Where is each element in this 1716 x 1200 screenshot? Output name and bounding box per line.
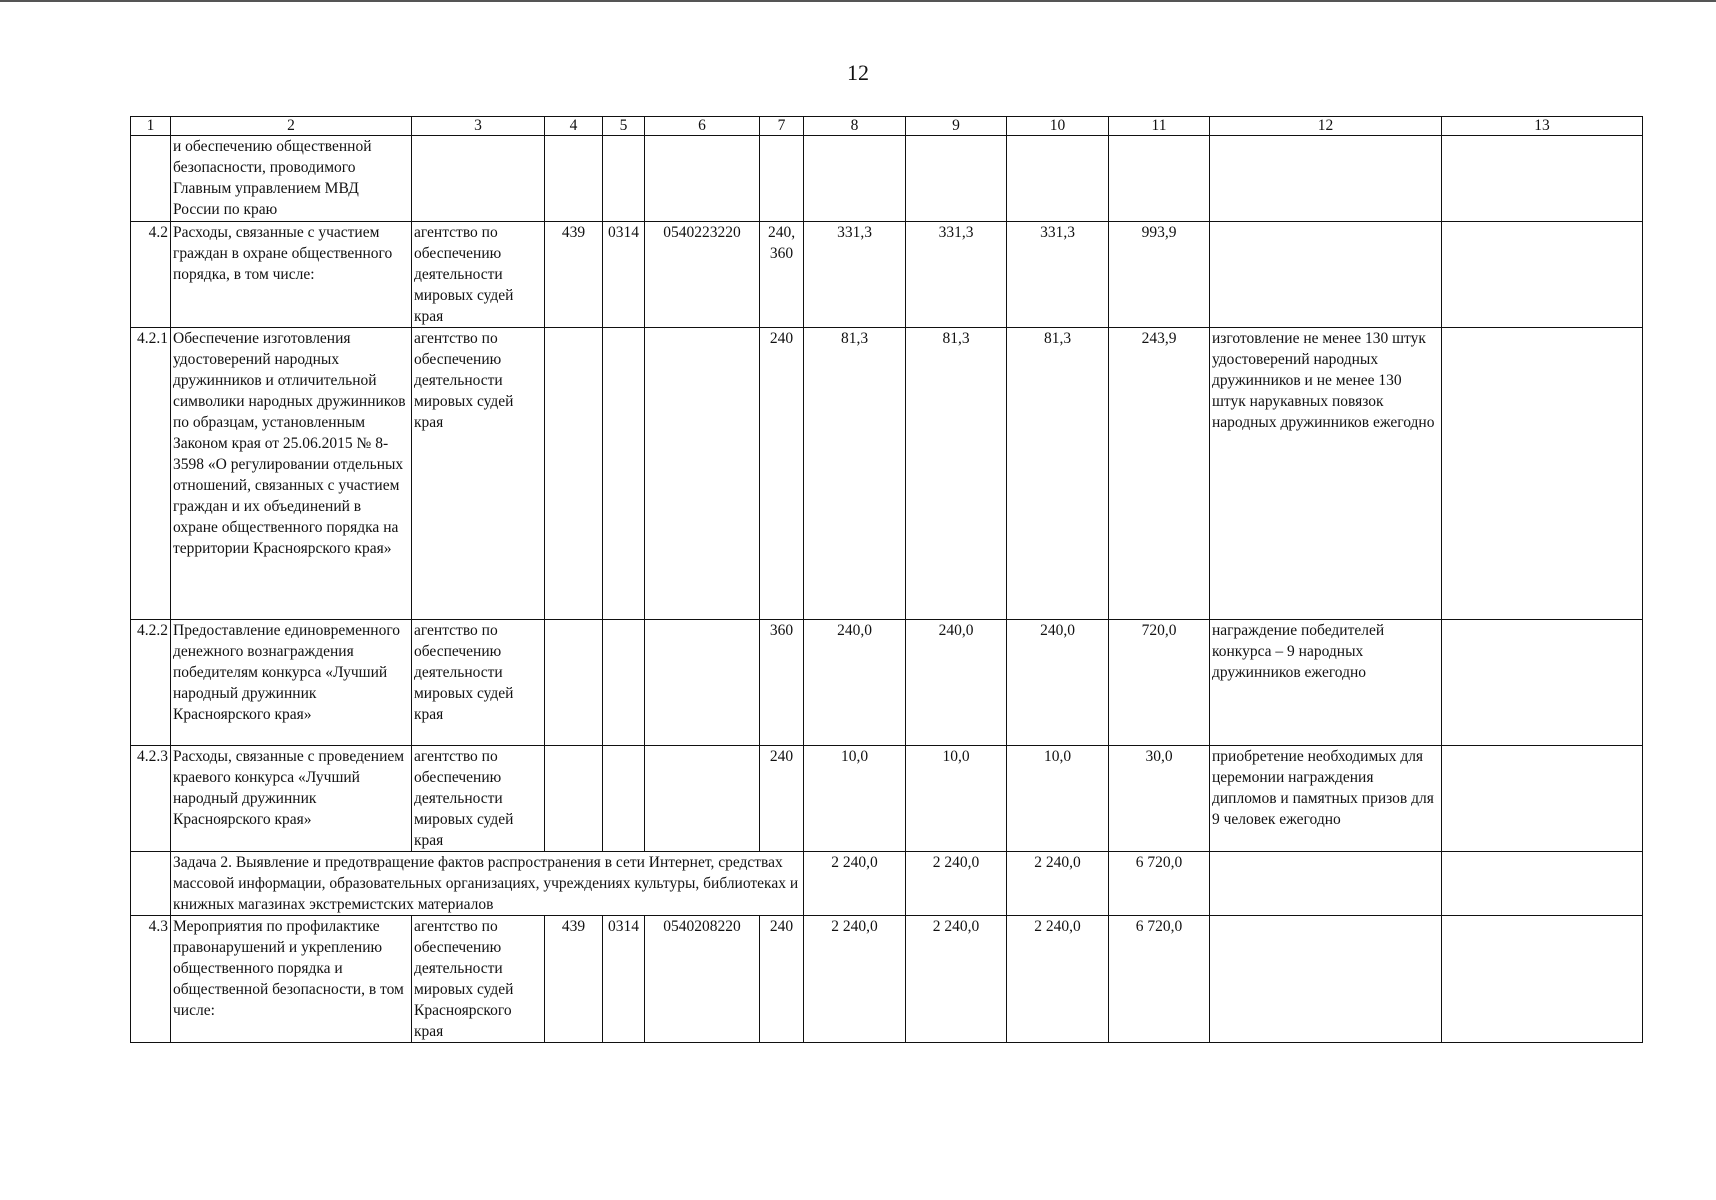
amount-year-1 [804,136,906,222]
code-gr [545,136,603,222]
header-cell: 2 [171,117,412,136]
amount-total: 30,0 [1109,746,1210,852]
amount-year-1: 2 240,0 [804,852,906,916]
amount-year-3: 10,0 [1007,746,1109,852]
amount-year-2: 2 240,0 [906,916,1007,1043]
amount-year-3: 2 240,0 [1007,852,1109,916]
responsible-agency: агентство по обеспечению деятельности мировых судей края [412,222,545,328]
amount-total: 243,9 [1109,328,1210,620]
table-row [131,328,1643,620]
header-cell: 1 [131,117,171,136]
extra-column [1442,916,1643,1043]
expected-result [1210,852,1442,916]
item-description: Предоставление единовременного денежного вознаграждения победителям конкурса «Лучший народный дружинник Красноярского края» [171,620,412,746]
code-expense-type: 240 [760,916,804,1043]
code-gr: 439 [545,222,603,328]
code-section [603,328,645,620]
amount-year-3 [1007,136,1109,222]
amount-year-2: 81,3 [906,328,1007,620]
header-cell: 12 [1210,117,1442,136]
amount-year-1: 81,3 [804,328,906,620]
code-gr [545,328,603,620]
code-expense-type: 240, 360 [760,222,804,328]
code-expense-type: 240 [760,746,804,852]
expected-result: приобретение необходимых для церемонии награждения дипломов и памятных призов для 9 человек ежегодно [1210,746,1442,852]
extra-column [1442,620,1643,746]
task-title: Задача 2. Выявление и предотвращение фактов распространения в сети Интернет, средствах массовой информации, образовательных организациях, учреждениях культуры, библиотеках и книжных магазинах экстремистских материалов [171,852,804,916]
code-target [645,136,760,222]
table-row [131,222,1643,328]
responsible-agency: агентство по обеспечению деятельности мировых судей края [412,328,545,620]
amount-year-2: 2 240,0 [906,852,1007,916]
amount-total: 993,9 [1109,222,1210,328]
amount-year-2 [906,136,1007,222]
item-description: Мероприятия по профилактике правонарушений и укреплению общественного порядка и общественной безопасности, в том числе: [171,916,412,1043]
header-cell: 13 [1442,117,1643,136]
responsible-agency: агентство по обеспечению деятельности мировых судей края [412,620,545,746]
code-target [645,328,760,620]
amount-year-1: 240,0 [804,620,906,746]
code-section: 0314 [603,916,645,1043]
amount-total: 6 720,0 [1109,852,1210,916]
code-expense-type: 360 [760,620,804,746]
header-cell: 8 [804,117,906,136]
row-number: 4.2.2 [131,620,171,746]
amount-year-1: 331,3 [804,222,906,328]
code-target [645,746,760,852]
top-border-line [0,0,1716,2]
row-number: 4.2.3 [131,746,171,852]
expected-result [1210,916,1442,1043]
header-cell: 9 [906,117,1007,136]
expected-result [1210,136,1442,222]
amount-year-1: 2 240,0 [804,916,906,1043]
table-row [131,136,1643,222]
amount-year-3: 2 240,0 [1007,916,1109,1043]
responsible-agency [412,136,545,222]
header-cell: 10 [1007,117,1109,136]
extra-column [1442,136,1643,222]
header-cell: 4 [545,117,603,136]
code-target [645,620,760,746]
header-cell: 7 [760,117,804,136]
code-section [603,620,645,746]
extra-column [1442,746,1643,852]
header-cell: 5 [603,117,645,136]
page-number: 12 [847,60,869,85]
row-number [131,136,171,222]
amount-year-2: 240,0 [906,620,1007,746]
row-number: 4.2.1 [131,328,171,620]
header-cell: 3 [412,117,545,136]
code-expense-type: 240 [760,328,804,620]
expected-result: изготовление не менее 130 штук удостоверений народных дружинников и не менее 130 штук нарукавных повязок народных дружинников ежегодно [1210,328,1442,620]
row-number: 4.3 [131,916,171,1043]
extra-column [1442,222,1643,328]
header-cell: 6 [645,117,760,136]
code-gr [545,620,603,746]
responsible-agency: агентство по обеспечению деятельности мировых судей Красноярского края [412,916,545,1043]
code-target: 0540208220 [645,916,760,1043]
expected-result: награждение победителей конкурса – 9 народных дружинников ежегодно [1210,620,1442,746]
amount-year-3: 81,3 [1007,328,1109,620]
item-description: Расходы, связанные с участием граждан в охране общественного порядка, в том числе: [171,222,412,328]
budget-table [130,116,1643,1043]
code-section [603,136,645,222]
table-row [131,916,1643,1043]
code-expense-type [760,136,804,222]
amount-year-1: 10,0 [804,746,906,852]
amount-year-2: 331,3 [906,222,1007,328]
item-description: Расходы, связанные с проведением краевого конкурса «Лучший народный дружинник Красноярского края» [171,746,412,852]
code-target: 0540223220 [645,222,760,328]
code-gr [545,746,603,852]
extra-column [1442,328,1643,620]
amount-year-2: 10,0 [906,746,1007,852]
table-row [131,746,1643,852]
table-row [131,620,1643,746]
extra-column [1442,852,1643,916]
task-row [131,852,1643,916]
code-gr: 439 [545,916,603,1043]
table-header-row [131,117,1643,136]
row-number [131,852,171,916]
code-section [603,746,645,852]
header-cell: 11 [1109,117,1210,136]
amount-year-3: 331,3 [1007,222,1109,328]
expected-result [1210,222,1442,328]
amount-year-3: 240,0 [1007,620,1109,746]
code-section: 0314 [603,222,645,328]
amount-total: 720,0 [1109,620,1210,746]
row-number: 4.2 [131,222,171,328]
responsible-agency: агентство по обеспечению деятельности мировых судей края [412,746,545,852]
amount-total [1109,136,1210,222]
item-description: и обеспечению общественной безопасности, проводимого Главным управлением МВД России по краю [171,136,412,222]
amount-total: 6 720,0 [1109,916,1210,1043]
item-description: Обеспечение изготовления удостоверений народных дружинников и отличительной символики народных дружинников по образцам, установленным Законом края от 25.06.2015 № 8-3598 «О регулировании отдельных отношений, связанных с участием граждан и их объединений в охране общественного порядка на территории Красноярского края» [171,328,412,620]
